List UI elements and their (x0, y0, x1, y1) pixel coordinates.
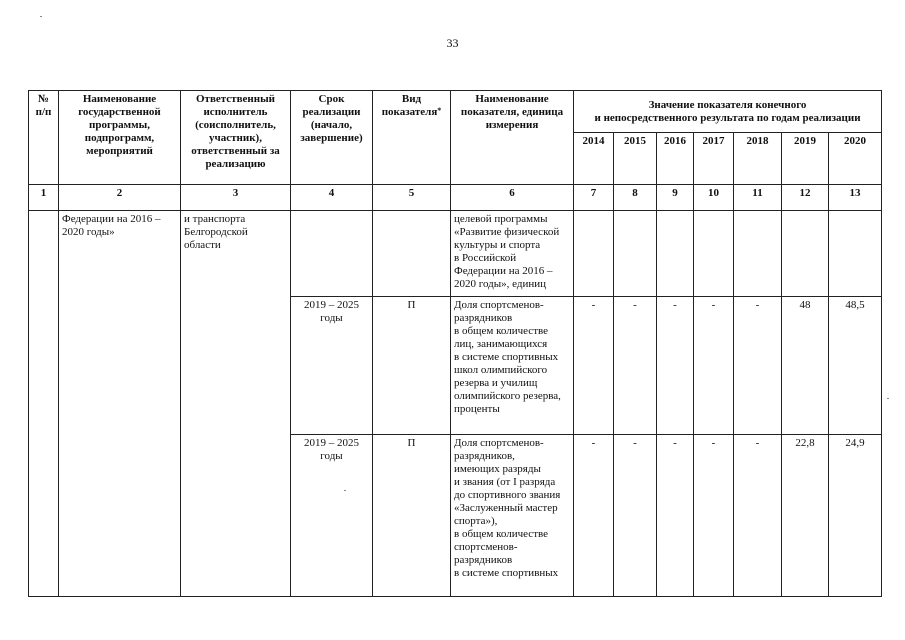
value-cell: - (734, 435, 782, 597)
header-indicator-type-label: Вид показателя (381, 93, 438, 118)
header-indicator-name: Наименование показателя, единица измерения (451, 91, 574, 185)
column-number: 3 (181, 185, 291, 211)
header-number: № п/п (29, 91, 59, 185)
value-cell: - (574, 297, 614, 435)
value-cell: - (657, 435, 694, 597)
header-year: 2016 (657, 133, 694, 185)
value-cell: - (614, 297, 657, 435)
column-number: 13 (829, 185, 882, 211)
column-number: 8 (614, 185, 657, 211)
header-year: 2019 (782, 133, 829, 185)
header-year: 2018 (734, 133, 782, 185)
value-cell (782, 211, 829, 297)
value-cell (734, 211, 782, 297)
header-executor: Ответственный исполнитель (соисполнитель, участник), ответственный за реализацию (181, 91, 291, 185)
term-cell: 2019 – 2025 годы (291, 435, 373, 597)
scan-speck (887, 398, 889, 399)
column-number: 6 (451, 185, 574, 211)
header-values-group: Значение показателя конечного и непосредственного результата по годам реализации (574, 91, 882, 133)
value-cell: 48,5 (829, 297, 882, 435)
scan-speck (40, 16, 42, 17)
header-year: 2015 (614, 133, 657, 185)
column-number: 1 (29, 185, 59, 211)
value-cell: - (694, 297, 734, 435)
executor-cell: и транспорта Белгородской области (181, 211, 291, 597)
footnote-mark: * (437, 106, 442, 115)
indicator-type-cell: П (373, 297, 451, 435)
term-cell (291, 211, 373, 297)
indicator-type-cell (373, 211, 451, 297)
value-cell: - (574, 435, 614, 597)
value-cell: 24,9 (829, 435, 882, 597)
indicator-name-cell: Доля спортсменов- разрядников в общем количестве лиц, занимающихся в системе спортивных школ олимпийского резерва и училищ олимпийского резерва, проценты (451, 297, 574, 435)
value-cell: - (657, 297, 694, 435)
value-cell: - (614, 435, 657, 597)
value-cell: 48 (782, 297, 829, 435)
value-cell: - (734, 297, 782, 435)
column-number: 12 (782, 185, 829, 211)
term-cell: 2019 – 2025 годы (291, 297, 373, 435)
header-year: 2014 (574, 133, 614, 185)
page-number: 33 (446, 36, 459, 50)
header-program: Наименование государственной программы, подпрограмм, мероприятий (59, 91, 181, 185)
header-year: 2017 (694, 133, 734, 185)
value-cell (614, 211, 657, 297)
column-number: 7 (574, 185, 614, 211)
column-number: 10 (694, 185, 734, 211)
value-cell (829, 211, 882, 297)
row-number-cell (29, 211, 59, 597)
scan-speck (344, 490, 346, 491)
column-number: 11 (734, 185, 782, 211)
column-number: 4 (291, 185, 373, 211)
value-cell (694, 211, 734, 297)
indicator-table (28, 90, 882, 597)
column-number: 2 (59, 185, 181, 211)
value-cell: 22,8 (782, 435, 829, 597)
column-number: 9 (657, 185, 694, 211)
column-number: 5 (373, 185, 451, 211)
header-term: Срок реализации (начало, завершение) (291, 91, 373, 185)
value-cell (574, 211, 614, 297)
indicator-name-cell: Доля спортсменов- разрядников, имеющих разряды и звания (от I разряда до спортивного звания «Заслуженный мастер спорта»), в общем количестве спортсменов- разрядников в системе спортивных (451, 435, 574, 597)
indicator-type-cell: П (373, 435, 451, 597)
value-cell: - (694, 435, 734, 597)
header-indicator-type (373, 91, 451, 185)
program-name-cell: Федерации на 2016 – 2020 годы» (59, 211, 181, 597)
value-cell (657, 211, 694, 297)
header-year: 2020 (829, 133, 882, 185)
indicator-name-cell: целевой программы «Развитие физической культуры и спорта в Российской Федерации на 2016 – 2020 годы», единиц (451, 211, 574, 297)
